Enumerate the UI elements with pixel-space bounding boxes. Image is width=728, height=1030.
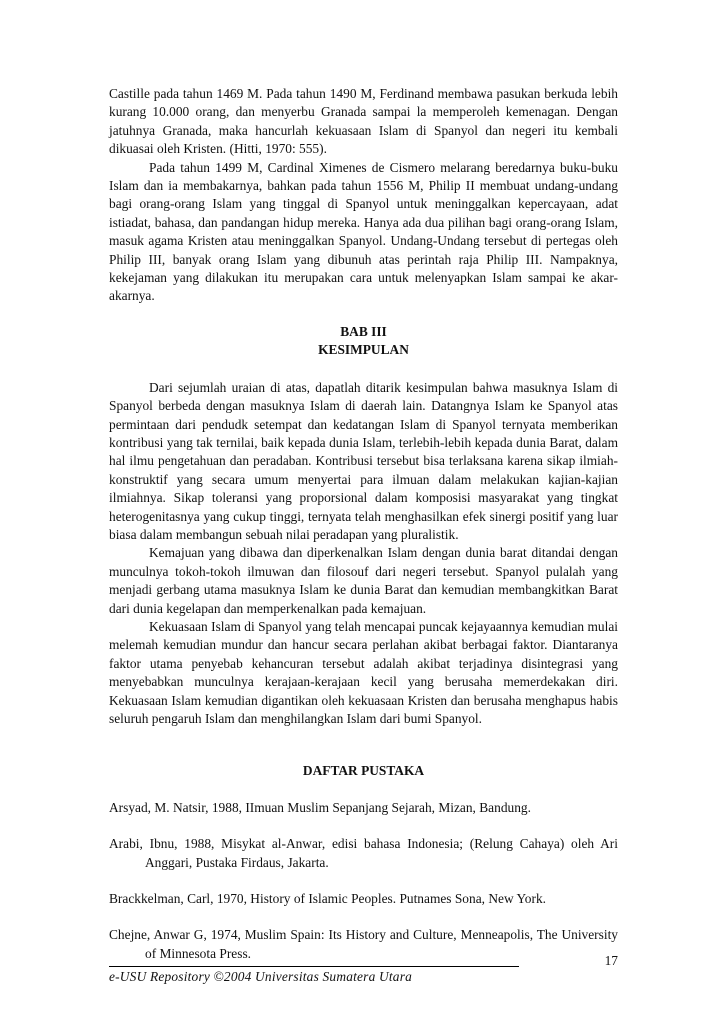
footer-divider [109,966,519,967]
reference-entry: Brackkelman, Carl, 1970, History of Islamic Peoples. Putnames Sona, New York. [109,891,546,907]
references-title: DAFTAR PUSTAKA [302,763,425,779]
chapter-title: KESIMPULAN [318,342,409,358]
document-page [109,85,618,963]
reference-entry: Arsyad, M. Natsir, 1988, IImuan Muslim Sepanjang Sejarah, Mizan, Bandung. [109,799,531,815]
conclusion-paragraph-3: Kekuasaan Islam di Spanyol yang telah mencapai puncak kejayaannya kemudian mulai melemah kemudian mundur dan hancur secara perlahan akibat berbagai faktor. Diantaranya faktor utama penyebab kehancuran tersebut adalah akibat terjadinya disintegrasi yang menyebabkan munculnya kerajaan-kerajaan kecil yang berusaha memerdekakan diri. Kekuasaan Islam kemudian digantikan oleh kekuasaan Kristen dan berusaha menghapus habis seluruh pengaruh Islam dan menghilangkan Islam dari bumi Spanyol. [109,618,618,726]
chapter-number: BAB III [340,323,387,339]
page-number: 17 [604,953,618,968]
body-paragraph-2: Pada tahun 1499 M, Cardinal Ximenes de Cismero melarang beredarnya buku-buku Islam dan ia membakarnya, bahkan pada tahun 1556 M, Philip II membuat undang-undang bagi orang-orang Islam yang tinggal di Spanyol untuk meninggalkan kepercayaan, adat istiadat, bahasa, dan pandangan hidup mereka. Hanya ada dua pilihan bagi orang-orang Islam, masuk agama Kristen atau meninggalkan Spanyol. Undang-Undang tersebut di pertegas oleh Philip III, banyak orang Islam yang dibunuh atas perintah raja Philip III. Nampaknya, kekejaman yang dilakukan itu merupakan cara untuk melenyapkan Islam sampai ke akar-akarnya. [109,159,618,304]
reference-entry: Chejne, Anwar G, 1974, Muslim Spain: Its History and Culture, Menneapolis, The University of Minnesota Press. [109,927,618,961]
conclusion-paragraph-2: Kemajuan yang dibawa dan diperkenalkan Islam dengan dunia barat ditandai dengan munculnya tokoh-tokoh ilmuwan dan filosouf dari negeri tersebut. Spanyol pulalah yang menjadi gerbang utama masuknya Islam ke dunia Barat dan kemudian membangkitkan Barat dari dunia kegelapan dan memperkenalkan pada kemajuan. [109,545,618,616]
footer-text: e-USU Repository ©2004 Universitas Sumatera Utara [109,969,413,984]
body-paragraph-1: Castille pada tahun 1469 M. Pada tahun 1490 M, Ferdinand membawa pasukan berkuda lebih kurang 10.000 orang, dan menyerbu Granada sampai la memperoleh kemenagan. Dengan jatuhnya Granada, maka hancurlah kekuasaan Islam di Spanyol dan negeri itu kembali dikuasai oleh Kristen. (Hitti, 1970: 555). [109,86,618,157]
conclusion-paragraph-1: Dari sejumlah uraian di atas, dapatlah ditarik kesimpulan bahwa masuknya Islam di Spanyol berbeda dengan masuknya Islam di daerah lain. Datangnya Islam ke Spanyol atas permintaan dari pendudk setempat dan kedatangan Islam di Spanyol ternyata memberikan kontribusi yang tak ternilai, baik kepada dunia Islam, terlebih-lebih kepada dunia Barat, dalam hal ilmu pengetahuan dan peradaban. Kontribusi tersebut bisa terlaksana karena sikap ilmiah-konstruktif yang secara umum menyertai para ilmuan dalam melakukan kajian-kajian ilmiahnya. Sikap toleransi yang proporsional dalam komposisi masyarakat yang tingkat heterogenitasnya yang cukup tinggi, ternyata telah menghasilkan efek sinergi positif yang luar biasa dalam membangun sebuah nilai peradapan yang pluralistik. [109,379,618,542]
reference-entry: Arabi, Ibnu, 1988, Misykat al-Anwar, edisi bahasa Indonesia; (Relung Cahaya) oleh Ari Anggari, Pustaka Firdaus, Jakarta. [109,836,618,870]
